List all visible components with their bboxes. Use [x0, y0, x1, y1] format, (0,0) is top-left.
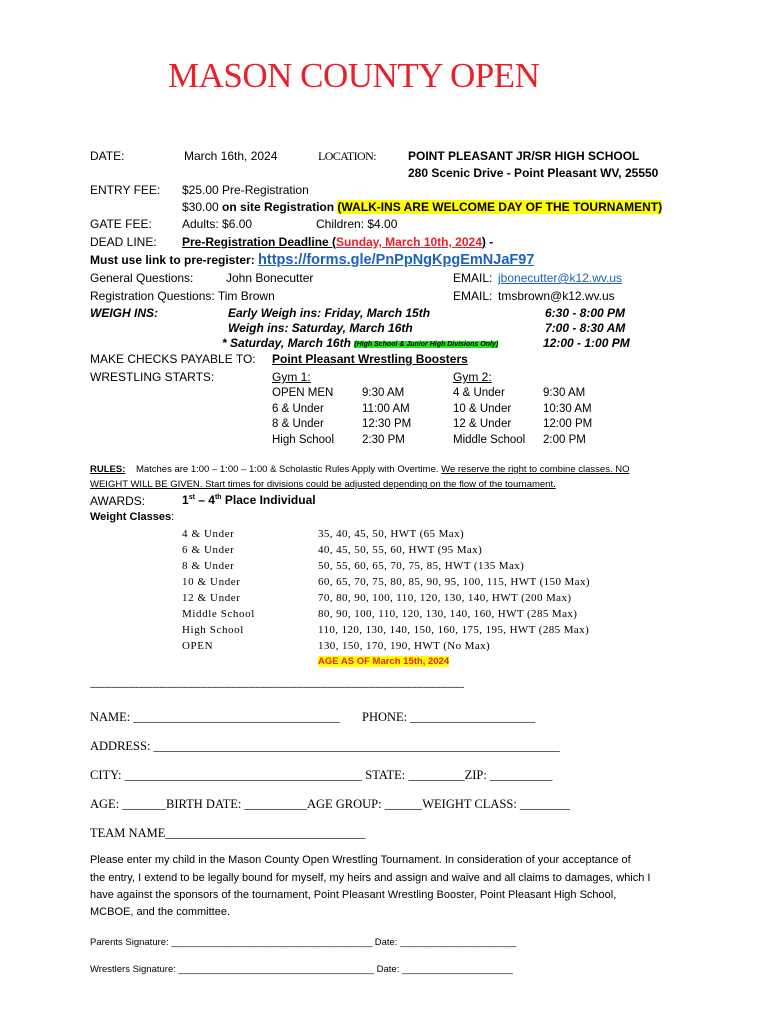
- weight-class-values: 80, 90, 100, 110, 120, 130, 140, 160, HWT (285 Max): [318, 608, 578, 620]
- entry-fee-onsite-price: $30.00: [182, 200, 223, 214]
- gym1-division: 8 & Under: [272, 418, 324, 430]
- address-field[interactable]: ADDRESS: _________________________________________________________________: [90, 739, 560, 753]
- gym1-division: High School: [272, 434, 335, 446]
- weight-class-division: Middle School: [182, 608, 255, 620]
- gym2-time: 12:00 PM: [543, 418, 593, 430]
- preregister-link[interactable]: https://forms.gle/PnPpNgKpgEmNJaF97: [258, 252, 535, 268]
- entry-fee-pre: $25.00 Pre-Registration: [182, 183, 309, 197]
- entry-fee-onsite-label: on site Registration: [222, 200, 335, 214]
- age-note: AGE AS OF March 15th, 2024: [318, 656, 450, 667]
- weight-class-values: 50, 55, 60, 65, 70, 75, 85, HWT (135 Max): [318, 560, 525, 572]
- weight-class-division: 6 & Under: [182, 544, 235, 556]
- deadline-dash: -: [485, 235, 494, 249]
- weight-classes-heading: [90, 511, 174, 523]
- weigh-in-hs-time: 12:00 - 1:00 PM: [543, 336, 630, 350]
- registration-email-label: EMAIL:: [453, 289, 493, 303]
- deadline-close: ): [481, 235, 486, 249]
- awards-first: 1: [182, 493, 189, 507]
- team-name-field[interactable]: TEAM NAME________________________________: [90, 826, 366, 840]
- gate-fee-label: GATE FEE:: [90, 217, 152, 231]
- rules-label: RULES:: [90, 464, 126, 475]
- consent-line: the entry, I extend to be legally bound for myself, my heirs and assign and waive and all claims to damages, which I: [90, 872, 651, 884]
- weight-class-values: 110, 120, 130, 140, 150, 160, 175, 195, HWT (285 Max): [318, 624, 590, 636]
- weigh-in-early: Early Weigh ins: Friday, March 15th: [228, 306, 431, 320]
- weigh-in-hs-note: (High School & Junior High Divisions Only): [354, 341, 499, 348]
- awards-sup-2: th: [214, 494, 222, 501]
- deadline-label: DEAD LINE:: [90, 235, 157, 249]
- awards-range: – 4: [194, 493, 215, 507]
- gym1-time: 11:00 AM: [362, 403, 410, 415]
- gym2-division: 12 & Under: [453, 418, 512, 430]
- weigh-in-hs-text: * Saturday, March 16th: [222, 336, 355, 350]
- gym1-time: 2:30 PM: [362, 434, 405, 446]
- gym1-time: 12:30 PM: [362, 418, 412, 430]
- general-email-link[interactable]: jbonecutter@k12.wv.us: [498, 271, 623, 285]
- gym2-time: 9:30 AM: [543, 387, 586, 399]
- rules-text: Matches are 1:00 – 1:00 – 1:00 & Scholastic Rules Apply with Overtime.: [135, 464, 442, 475]
- weight-class-values: 40, 45, 50, 55, 60, HWT (95 Max): [318, 544, 483, 556]
- deadline-date: Sunday, March 10th, 2024: [336, 235, 482, 249]
- wrestling-starts-label: WRESTLING STARTS:: [90, 370, 215, 384]
- weight-class-division: High School: [182, 624, 244, 636]
- preregister-line: [90, 252, 534, 268]
- awards-label: AWARDS:: [90, 494, 146, 508]
- age-birthdate-field[interactable]: AGE: _______BIRTH DATE: __________AGE GROUP: ______WEIGHT CLASS: ________: [90, 797, 570, 811]
- rules-underlined-1: We reserve the right to combine classes. NO: [441, 464, 630, 475]
- weight-class-division: 8 & Under: [182, 560, 235, 572]
- awards-text: Place Individual: [221, 493, 316, 507]
- weigh-ins-label: WEIGH INS:: [90, 306, 158, 320]
- awards-sup-1: st: [188, 494, 195, 501]
- gym2-time: 2:00 PM: [543, 434, 586, 446]
- preregister-label: Must use link to pre-register:: [90, 253, 259, 267]
- weight-class-values: 130, 150, 170, 190, HWT (No Max): [318, 640, 491, 652]
- weight-class-division: 10 & Under: [182, 576, 241, 588]
- gym2-title: Gym 2:: [453, 370, 492, 384]
- consent-line: MCBOE, and the committee.: [90, 906, 230, 918]
- deadline-text: [182, 235, 493, 249]
- gym2-division: 10 & Under: [453, 403, 512, 415]
- entry-fee-onsite: [182, 200, 662, 214]
- consent-line: have against the sponsors of the tournament, Point Pleasant Wrestling Booster, Point Pleasant High School,: [90, 889, 617, 901]
- general-email-label: EMAIL:: [453, 271, 493, 285]
- weight-class-division: OPEN: [182, 640, 214, 652]
- city-state-zip-field[interactable]: CITY: ______________________________________ STATE: _________ZIP: __________: [90, 768, 553, 782]
- walk-ins-note: (WALK-INS ARE WELCOME DAY OF THE TOURNAMENT): [337, 200, 663, 214]
- cut-line: ------------------------------------------------------------------------------------------------------------------------------------------------------------: [90, 682, 464, 692]
- registration-email: tmsbrown@k12.wv.us: [498, 289, 615, 303]
- gate-fee-adults: Adults: $6.00: [182, 217, 253, 231]
- weight-classes-label: Weight Classes: [90, 511, 172, 523]
- gym1-time: 9:30 AM: [362, 387, 405, 399]
- weight-class-values: 70, 80, 90, 100, 110, 120, 130, 140, HWT (200 Max): [318, 592, 572, 604]
- entry-fee-label: ENTRY FEE:: [90, 183, 161, 197]
- gym2-time: 10:30 AM: [543, 403, 592, 415]
- weight-class-values: 35, 40, 45, 50, HWT (65 Max): [318, 528, 465, 540]
- registration-questions: Registration Questions: Tim Brown: [90, 289, 275, 303]
- gym1-title: Gym 1:: [272, 370, 311, 384]
- weight-class-division: 12 & Under: [182, 592, 241, 604]
- weigh-in-saturday: Weigh ins: Saturday, March 16th: [228, 321, 413, 335]
- gym1-division: OPEN MEN: [272, 387, 334, 399]
- consent-line: Please enter my child in the Mason County Open Wrestling Tournament. In consideration of your acceptance of: [90, 854, 631, 866]
- weight-class-values: 60, 65, 70, 75, 80, 85, 90, 95, 100, 115, HWT (150 Max): [318, 576, 590, 588]
- location-name: POINT PLEASANT JR/SR HIGH SCHOOL: [408, 149, 640, 163]
- name-field[interactable]: NAME: _________________________________: [90, 710, 340, 724]
- date-value: March 16th, 2024: [184, 149, 278, 163]
- wrestlers-signature-field[interactable]: Wrestlers Signature: _____________________________________ Date: _____________________: [90, 964, 513, 975]
- location-address: 280 Scenic Drive - Point Pleasant WV, 25550: [408, 166, 659, 180]
- gym1-division: 6 & Under: [272, 403, 324, 415]
- general-questions-label: General Questions:: [90, 271, 194, 285]
- gym2-division: 4 & Under: [453, 387, 505, 399]
- location-label: LOCATION:: [318, 149, 376, 163]
- date-label: DATE:: [90, 149, 125, 163]
- page-title: MASON COUNTY OPEN: [168, 56, 540, 95]
- checks-payee: Point Pleasant Wrestling Boosters: [272, 352, 468, 366]
- deadline-open: Pre-Registration Deadline (: [182, 235, 337, 249]
- gate-fee-children: Children: $4.00: [316, 217, 398, 231]
- rules-line-2: WEIGHT WILL BE GIVEN. Start times for divisions could be adjusted depending on the flow of the tournament.: [90, 479, 556, 490]
- phone-field[interactable]: PHONE: ____________________: [362, 710, 536, 724]
- weigh-in-early-time: 6:30 - 8:00 PM: [545, 306, 626, 320]
- weigh-in-saturday-time: 7:00 - 8:30 AM: [545, 321, 626, 335]
- weight-classes-colon: :: [171, 511, 175, 523]
- general-questions-name: John Bonecutter: [226, 271, 314, 285]
- checks-label: MAKE CHECKS PAYABLE TO:: [90, 352, 256, 366]
- parents-signature-field[interactable]: Parents Signature: ______________________________________ Date: ______________________: [90, 937, 517, 948]
- weigh-in-hs: [222, 336, 498, 350]
- rules-line-1: [90, 464, 629, 475]
- gym2-division: Middle School: [453, 434, 526, 446]
- weight-class-division: 4 & Under: [182, 528, 235, 540]
- awards-value: [182, 493, 316, 507]
